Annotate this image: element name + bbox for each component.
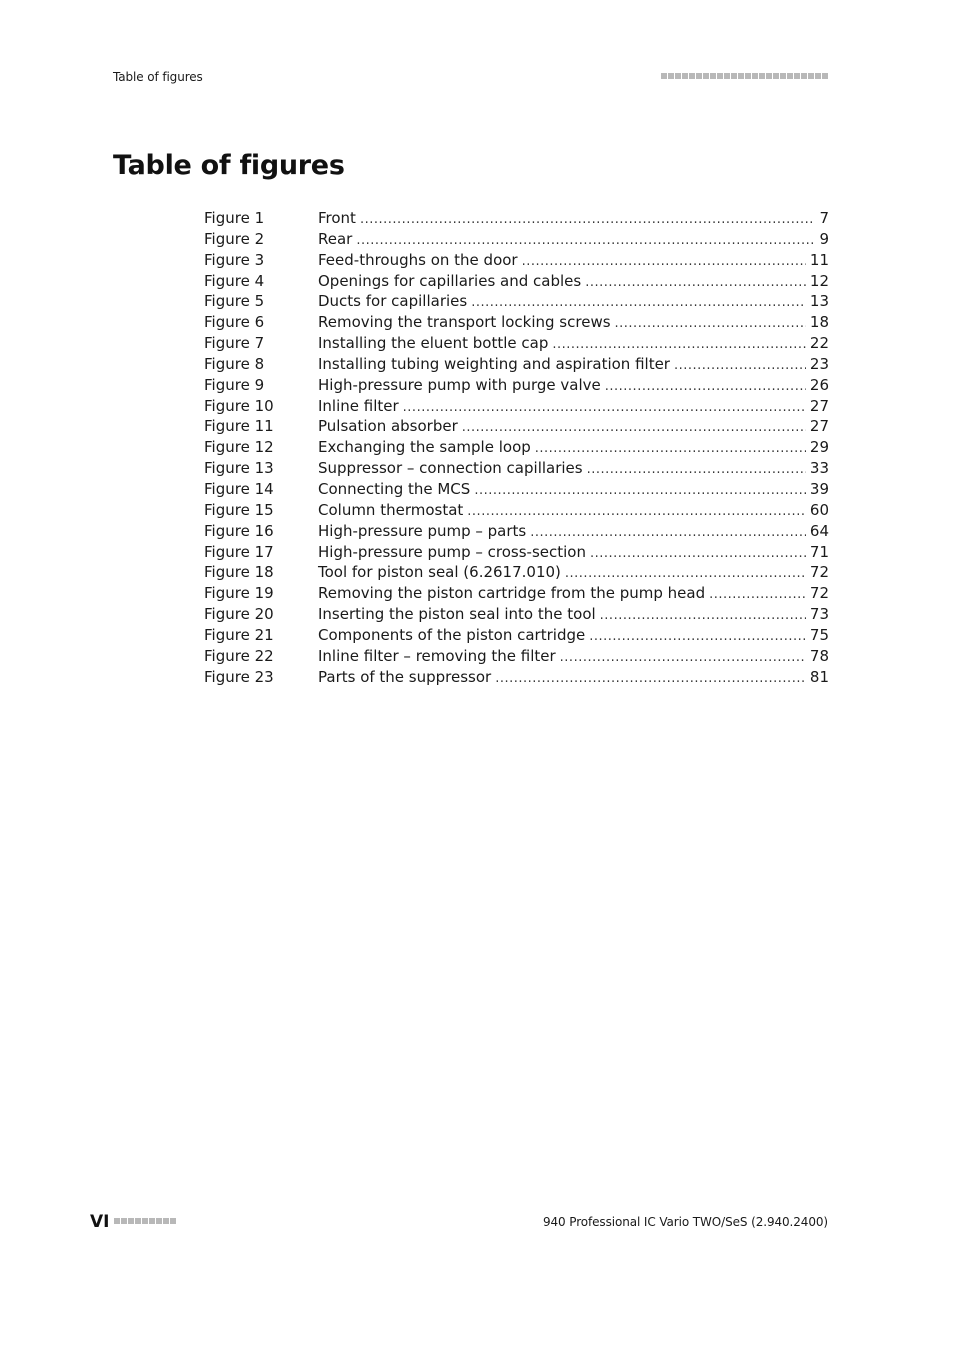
figure-title: Inline filter xyxy=(318,396,399,415)
figure-number: Figure 18 xyxy=(204,563,274,582)
footer-document-title: 940 Professional IC Vario TWO/SeS (2.940.2400) xyxy=(542,1215,828,1229)
figure-title: High-pressure pump – parts xyxy=(318,521,527,540)
figure-page-number: 11 xyxy=(809,250,829,269)
figure-number: Figure 1 xyxy=(204,209,265,227)
figure-title: Feed-throughs on the door xyxy=(318,250,518,269)
dot-leader xyxy=(674,356,806,377)
toc-entry[interactable] xyxy=(204,542,829,563)
figure-page-number: 81 xyxy=(809,667,829,686)
figure-page-number: 23 xyxy=(809,354,829,373)
toc-entry[interactable] xyxy=(204,229,829,250)
figure-page-number: 64 xyxy=(809,521,829,540)
figure-number: Figure 16 xyxy=(204,521,274,540)
figure-number: Figure 23 xyxy=(204,667,274,686)
figure-page-number: 33 xyxy=(809,459,829,478)
header-decoration-squares xyxy=(661,73,828,79)
figure-page-number: 7 xyxy=(819,209,829,227)
figure-number: Figure 20 xyxy=(204,605,274,624)
figure-page-number: 27 xyxy=(809,396,829,415)
figure-number: Figure 22 xyxy=(204,646,274,665)
dot-leader xyxy=(530,523,806,544)
dot-leader xyxy=(356,231,815,252)
dot-leader xyxy=(552,335,806,356)
toc-entry[interactable] xyxy=(204,458,829,479)
dot-leader xyxy=(590,544,806,565)
toc-entry[interactable] xyxy=(204,396,829,417)
toc-entry[interactable] xyxy=(204,667,829,688)
footer-decoration-squares xyxy=(114,1218,176,1224)
figure-title: Front xyxy=(318,209,356,227)
toc-entry[interactable] xyxy=(204,312,829,333)
toc-entry[interactable] xyxy=(204,562,829,583)
figure-page-number: 72 xyxy=(809,563,829,582)
toc-entry[interactable] xyxy=(204,208,829,229)
toc-entry[interactable] xyxy=(204,583,829,604)
figure-page-number: 12 xyxy=(809,271,829,290)
toc-entry[interactable] xyxy=(204,271,829,292)
figure-page-number: 72 xyxy=(809,584,829,603)
figure-page-number: 27 xyxy=(809,417,829,436)
dot-leader xyxy=(585,273,806,294)
figure-page-number: 18 xyxy=(809,313,829,332)
figure-number: Figure 21 xyxy=(204,625,274,644)
running-header-title: Table of figures xyxy=(113,70,203,84)
toc-entry[interactable] xyxy=(204,333,829,354)
figure-title: Exchanging the sample loop xyxy=(318,438,531,457)
figure-title: Removing the transport locking screws xyxy=(318,313,611,332)
dot-leader xyxy=(522,252,806,273)
figure-title: High-pressure pump – cross-section xyxy=(318,542,586,561)
figure-number: Figure 3 xyxy=(204,250,265,269)
dot-leader xyxy=(600,606,806,627)
dot-leader xyxy=(709,585,806,606)
dot-leader xyxy=(589,627,806,648)
figure-number: Figure 12 xyxy=(204,438,274,457)
toc-entry[interactable] xyxy=(204,437,829,458)
figure-number: Figure 7 xyxy=(204,334,265,353)
toc-entry[interactable] xyxy=(204,646,829,667)
figure-page-number: 22 xyxy=(809,334,829,353)
dot-leader xyxy=(462,418,806,439)
toc-entry[interactable] xyxy=(204,625,829,646)
toc-entry[interactable] xyxy=(204,291,829,312)
dot-leader xyxy=(360,210,816,231)
dot-leader xyxy=(560,648,806,669)
figure-page-number: 73 xyxy=(809,605,829,624)
figure-number: Figure 6 xyxy=(204,313,265,332)
dot-leader xyxy=(403,398,806,419)
toc-entry[interactable] xyxy=(204,500,829,521)
figure-number: Figure 19 xyxy=(204,584,274,603)
figure-page-number: 13 xyxy=(809,292,829,311)
dot-leader xyxy=(615,314,806,335)
dot-leader xyxy=(474,481,806,502)
figure-title: Components of the piston cartridge xyxy=(318,625,586,644)
toc-entry[interactable] xyxy=(204,604,829,625)
figure-number: Figure 14 xyxy=(204,479,274,498)
table-of-figures-list xyxy=(204,208,829,687)
figure-number: Figure 4 xyxy=(204,271,265,290)
dot-leader xyxy=(495,669,806,690)
toc-entry[interactable] xyxy=(204,416,829,437)
figure-title: Ducts for capillaries xyxy=(318,292,468,311)
toc-entry[interactable] xyxy=(204,521,829,542)
figure-number: Figure 9 xyxy=(204,375,265,394)
figure-number: Figure 15 xyxy=(204,500,274,519)
figure-page-number: 78 xyxy=(809,646,829,665)
page-title: Table of figures xyxy=(113,150,345,181)
dot-leader xyxy=(587,460,806,481)
figure-number: Figure 8 xyxy=(204,354,265,373)
figure-title: Installing tubing weighting and aspiration filter xyxy=(318,354,670,373)
figure-title: Inserting the piston seal into the tool xyxy=(318,605,596,624)
toc-entry[interactable] xyxy=(204,479,829,500)
dot-leader xyxy=(471,293,806,314)
dot-leader xyxy=(535,439,806,460)
dot-leader xyxy=(605,377,806,398)
figure-number: Figure 13 xyxy=(204,459,274,478)
figure-title: Removing the piston cartridge from the pump head xyxy=(318,584,706,603)
figure-number: Figure 11 xyxy=(204,417,274,436)
figure-number: Figure 5 xyxy=(204,292,265,311)
figure-title: Column thermostat xyxy=(318,500,464,519)
figure-page-number: 9 xyxy=(819,229,829,248)
figure-title: Rear xyxy=(318,229,353,248)
figure-title: Suppressor – connection capillaries xyxy=(318,459,583,478)
figure-page-number: 60 xyxy=(809,500,829,519)
figure-title: Openings for capillaries and cables xyxy=(318,271,582,290)
footer-page-number: VI xyxy=(90,1212,110,1232)
toc-entry[interactable] xyxy=(204,250,829,271)
figure-number: Figure 10 xyxy=(204,396,274,415)
figure-title: Parts of the suppressor xyxy=(318,667,492,686)
figure-page-number: 75 xyxy=(809,625,829,644)
figure-title: Installing the eluent bottle cap xyxy=(318,334,549,353)
dot-leader xyxy=(467,502,806,523)
figure-page-number: 29 xyxy=(809,438,829,457)
figure-number: Figure 2 xyxy=(204,229,265,248)
figure-page-number: 39 xyxy=(809,479,829,498)
figure-page-number: 26 xyxy=(809,375,829,394)
toc-entry[interactable] xyxy=(204,354,829,375)
figure-page-number: 71 xyxy=(809,542,829,561)
figure-title: Connecting the MCS xyxy=(318,479,471,498)
dot-leader xyxy=(565,564,806,585)
figure-title: Tool for piston seal (6.2617.010) xyxy=(318,563,561,582)
figure-title: Inline filter – removing the filter xyxy=(318,646,556,665)
figure-title: High-pressure pump with purge valve xyxy=(318,375,601,394)
figure-number: Figure 17 xyxy=(204,542,274,561)
figure-title: Pulsation absorber xyxy=(318,417,458,436)
toc-entry[interactable] xyxy=(204,375,829,396)
